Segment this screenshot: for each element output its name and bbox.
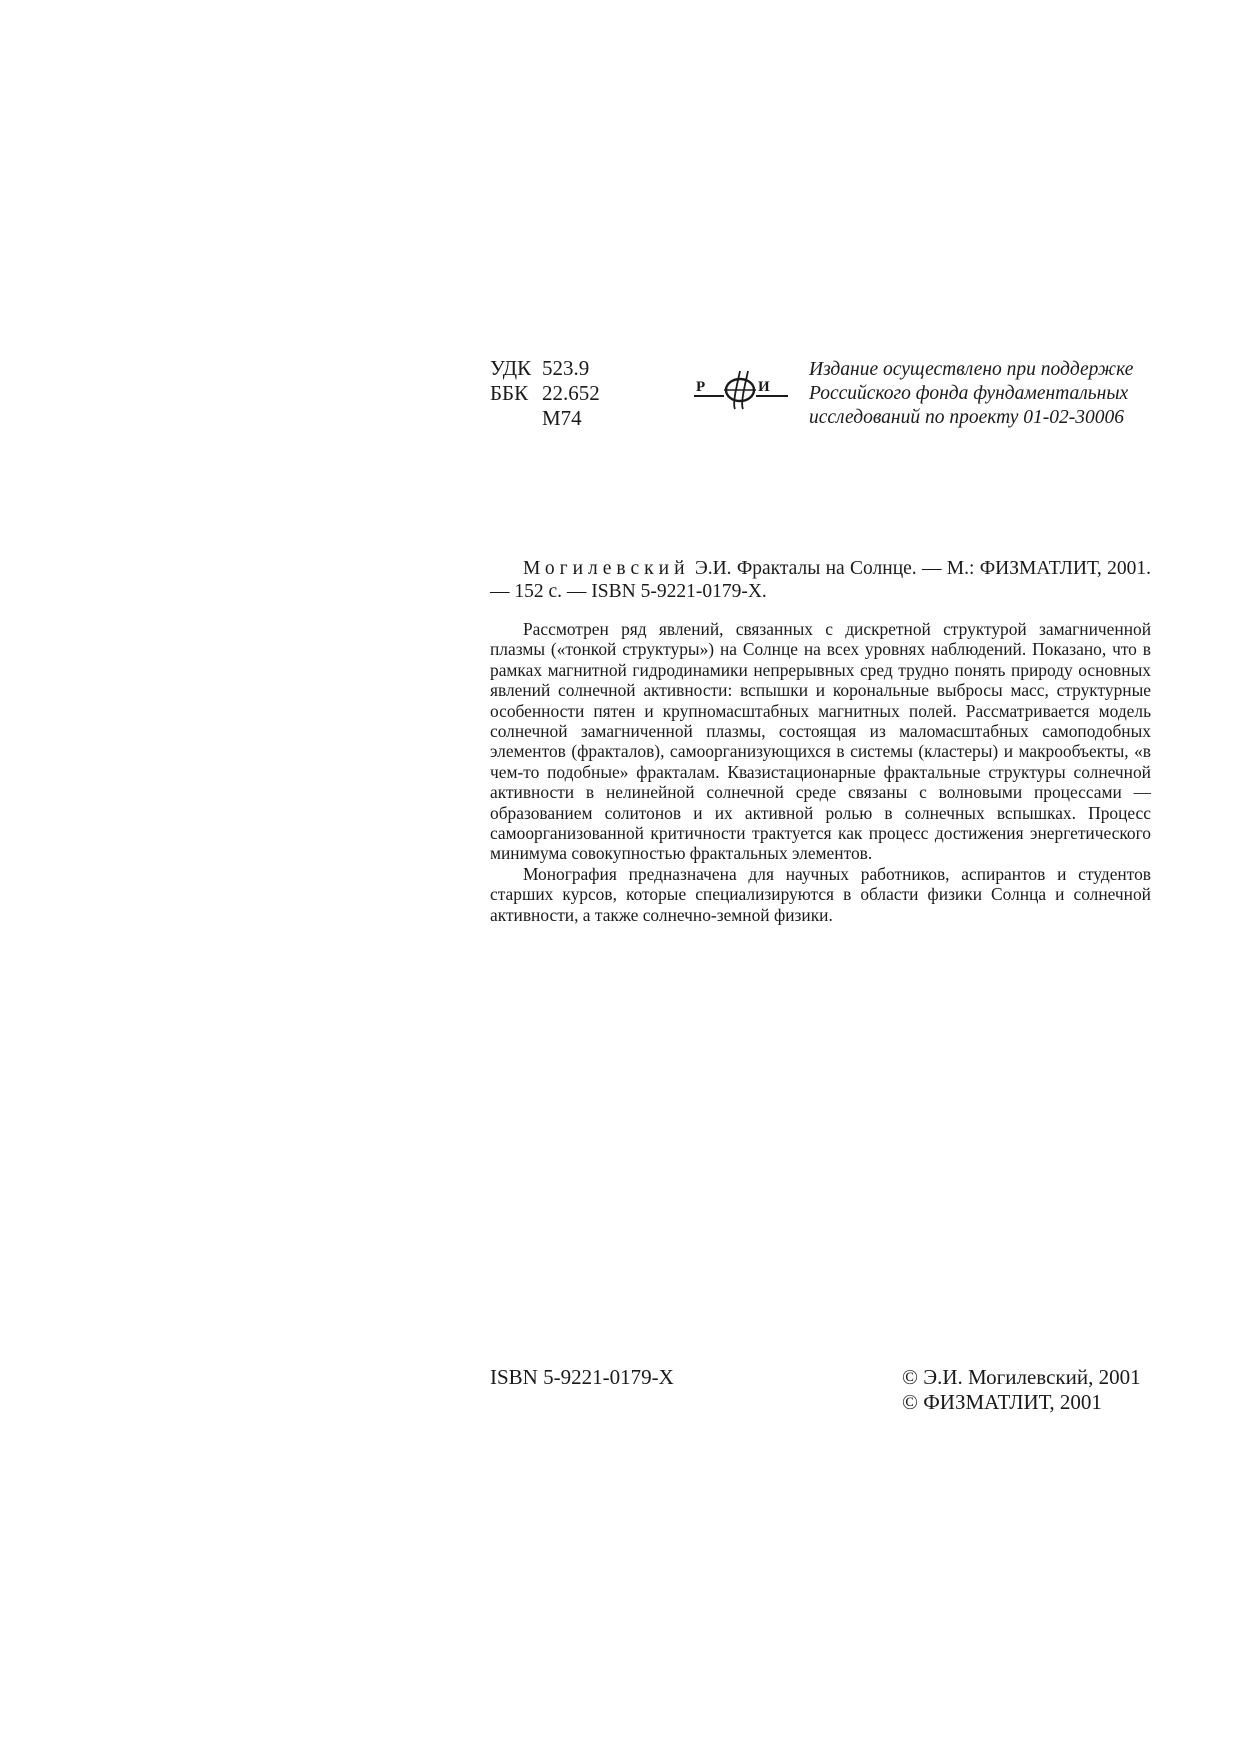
copyright-block [902, 1365, 1141, 1415]
abstract-paragraph: Монография предназначена для научных работников, аспирантов и студентов старших курсов, которые специализируются в области физики Солнца и солнечной активности, а также солнечно-земной физики. [490, 863, 1151, 925]
citation-author: Могилевский [523, 558, 690, 579]
copyright-line: © Э.И. Могилевский, 2001 [902, 1365, 1141, 1389]
bbk-row [490, 381, 600, 406]
isbn: ISBN 5-9221-0179-X [490, 1365, 674, 1389]
bbk-value: 22.652 [542, 381, 600, 405]
support-line: Российского фонда фундаментальных [809, 383, 1129, 404]
author-mark: М74 [542, 406, 582, 430]
udk-value: 523.9 [542, 356, 590, 380]
udk-label: УДК [490, 356, 532, 380]
abstract [490, 619, 1151, 925]
citation-text: Э.И. Фракталы на Солнце. — М.: ФИЗМАТЛИТ, 2001. — 152 с. — ISBN 5-9221-0179-X. [490, 558, 1151, 602]
udk-row [490, 356, 600, 381]
support-line: Издание осуществлено при поддержке [809, 359, 1134, 380]
copyright-line: © ФИЗМАТЛИТ, 2001 [902, 1390, 1102, 1414]
rfbr-logo-icon [694, 369, 790, 411]
logo-letter-right: И [758, 379, 770, 395]
bbk-label: ББК [490, 381, 529, 405]
support-line: исследований по проекту 01-02-30006 [809, 407, 1124, 428]
bibliographic-citation [490, 557, 1151, 603]
logo-letter-left: Р [696, 379, 706, 395]
classification-block [490, 356, 600, 431]
support-note [809, 358, 1133, 430]
abstract-paragraph: Рассмотрен ряд явлений, связанных с дискретной структурой замагниченной плазмы («тонкой структуры») на Солнце на всех уровнях наблюдений. Показано, что в рамках магнитной гидродинамики непрерывных сред трудно понять природу основных явлений солнечной активности: вспышки и корональные выбросы масс, структурные особенности пятен и крупномасштабных магнитных полей. Рассматривается модель солнечной замагниченной плазмы, состоящая из маломасштабных самоподобных элементов (фракталов), самоорганизующихся в системы (кластеры) и макрообъекты, «в чем-то подобные» фракталам. Квазистационарные фрактальные структуры солнечной активности в нелинейной солнечной среде связаны с волновыми процессами — образованием солитонов и их активной ролью в солнечных вспышках. Процесс самоорганизованной критичности трактуется как процесс достижения энергетического минимума совокупностью фрактальных элементов. [490, 619, 1151, 864]
